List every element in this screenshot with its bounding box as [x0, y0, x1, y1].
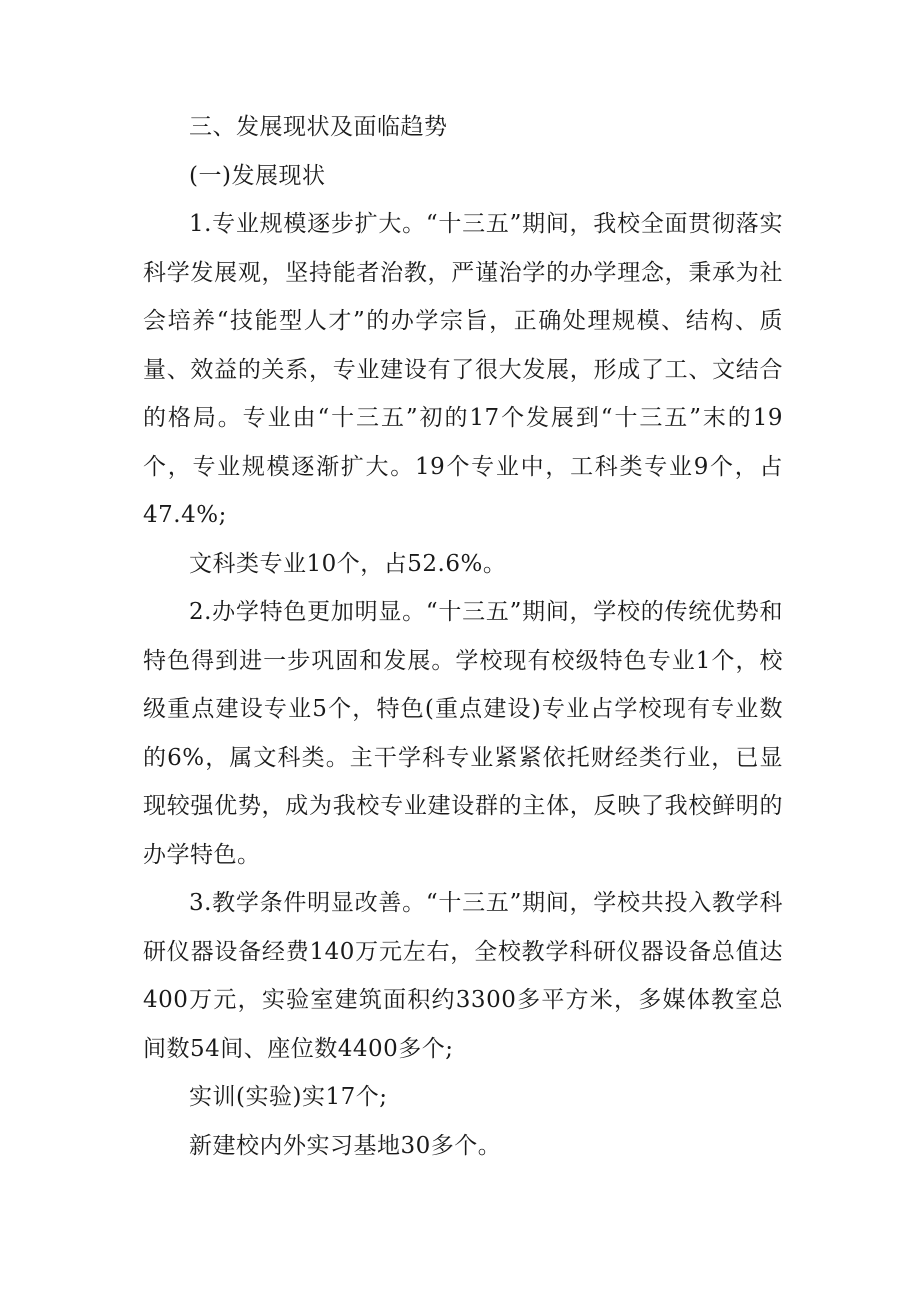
paragraph-liberal-arts: 文科类专业10个，占52.6%。 — [189, 550, 507, 577]
paragraph-scale: 1.专业规模逐步扩大。“十三五”期间，我校全面贯彻落实科学发展观，坚持能者治教，严谨治学的办学理念，秉承为社会培养“技能型人才”的办学宗旨，正确处理规模、结构、质量、效益的关系，专业建设有了很大发展，形成了工、文结合的格局。专业由“十三五”初的17个发展到“十三五”末的19个，专业规模逐渐扩大。19个专业中，工科类专业9个，占47.4%; — [143, 211, 783, 528]
document-body — [143, 103, 783, 1170]
paragraph-conditions: 3.教学条件明显改善。“十三五”期间，学校共投入教学科研仪器设备经费140万元左右，全校教学科研仪器设备总值达400万元，实验室建筑面积约3300多平方米，多媒体教室总间数54间、座位数4400多个; — [143, 890, 783, 1062]
paragraph-bases: 新建校内外实习基地30多个。 — [189, 1132, 502, 1159]
paragraph-features: 2.办学特色更加明显。“十三五”期间，学校的传统优势和特色得到进一步巩固和发展。学校现有校级特色专业1个，校级重点建设专业5个，特色(重点建设)专业占学校现有专业数的6%，属文科类。主干学科专业紧紧依托财经类行业，已显现较强优势，成为我校专业建设群的主体，反映了我校鲜明的办学特色。 — [143, 599, 783, 868]
subsection-heading: (一)发展现状 — [189, 162, 326, 189]
section-heading: 三、发展现状及面临趋势 — [189, 114, 448, 140]
paragraph-labs: 实训(实验)实17个; — [189, 1084, 388, 1110]
